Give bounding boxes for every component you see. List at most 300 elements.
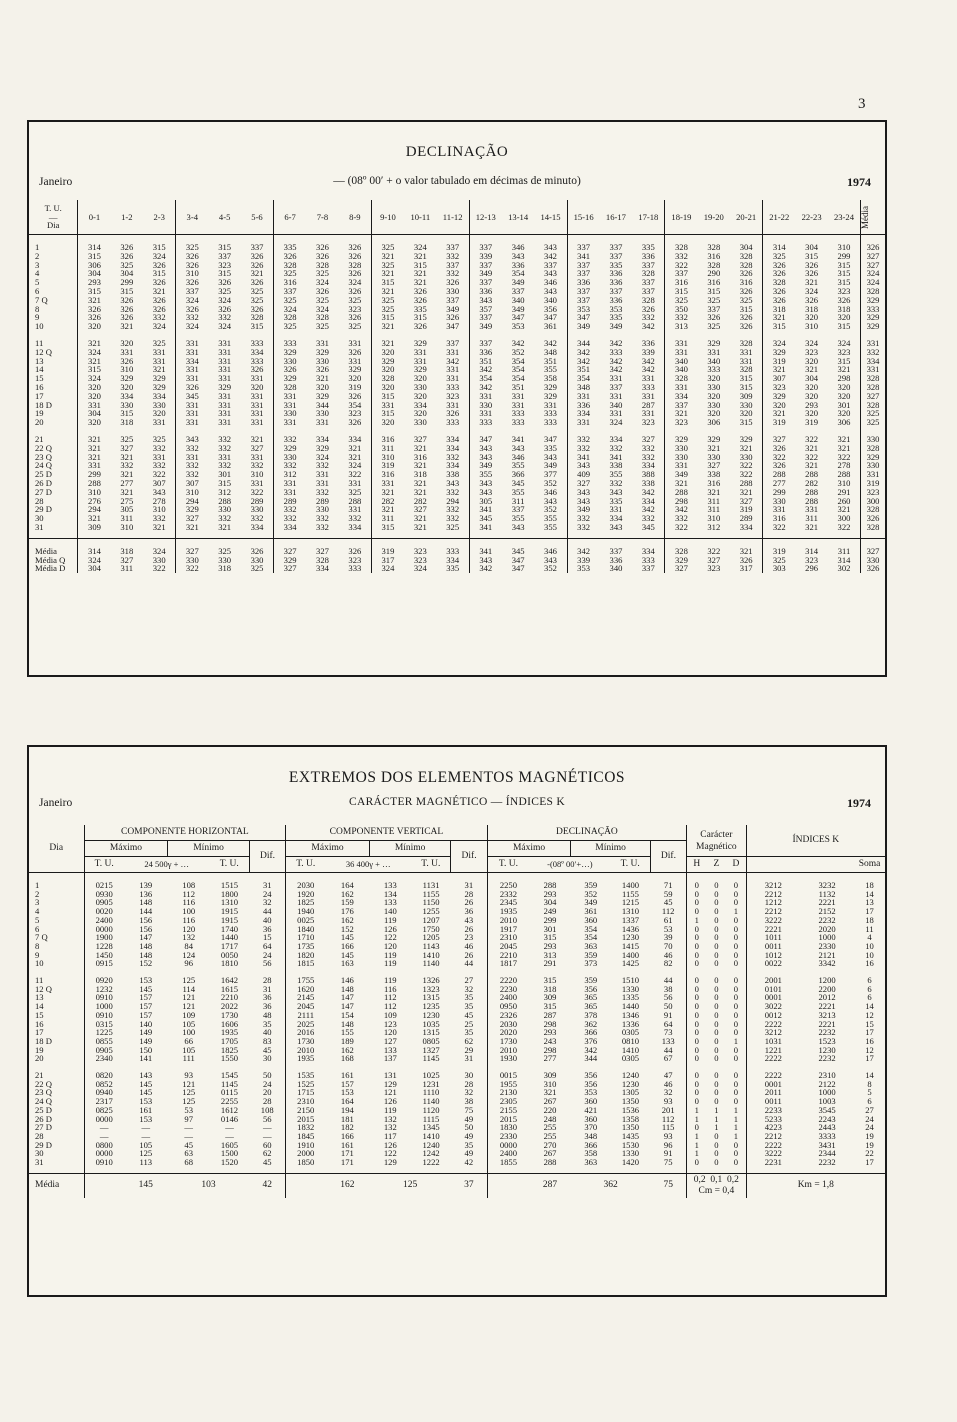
table-row — [29, 505, 885, 514]
row-d-value: 112 — [650, 907, 686, 916]
row-k-value: 1523 — [818, 1036, 836, 1046]
row-day: 31 — [29, 523, 78, 532]
row-value: 342 — [534, 339, 567, 348]
row-value: 347 — [534, 435, 567, 444]
row-value: 330 — [730, 401, 763, 410]
row-v-value: 154 — [340, 1010, 354, 1020]
row-value: 315 — [381, 313, 395, 323]
average-value: 340 — [609, 564, 623, 574]
row-value: 326 — [241, 365, 274, 374]
row-value: 328 — [674, 374, 688, 383]
row-d-value: 2345 — [499, 898, 517, 908]
column-header: 15-16 — [567, 200, 600, 235]
row-d-value: 293 — [543, 889, 557, 899]
row-value: 288 — [805, 487, 819, 497]
row-d-value: 96 — [650, 1141, 686, 1150]
row-k-value: 0022 — [764, 959, 782, 969]
row-value: 344 — [577, 338, 591, 348]
row-value: 331 — [674, 338, 688, 348]
row-v-value: 1235 — [422, 1002, 440, 1011]
average-value: 330 — [241, 556, 274, 565]
row-char-value: 0 — [726, 1028, 746, 1037]
average-label: Média — [29, 547, 78, 556]
row-char-value: 0 — [694, 1088, 699, 1098]
spacer-cell — [371, 235, 404, 244]
spacer-cell — [665, 427, 698, 435]
row-soma: 6 — [867, 976, 872, 985]
row-value: 354 — [511, 365, 525, 375]
row-d-value: 1310 — [621, 907, 640, 916]
spacer-cell — [176, 235, 209, 244]
average-value: 347 — [511, 564, 525, 574]
spacer-cell — [411, 873, 451, 882]
table-row — [29, 985, 885, 994]
row-value: 337 — [577, 286, 591, 296]
row-value: 361 — [534, 322, 567, 331]
row-value: 318 — [805, 304, 819, 314]
row-d-value: 288 — [543, 1158, 557, 1167]
row-char-value: 0 — [714, 950, 719, 960]
row-value: 354 — [339, 401, 372, 410]
row-v-value: 119 — [384, 1105, 397, 1115]
row-h-value: 136 — [139, 889, 153, 899]
row-value: 329 — [316, 443, 329, 453]
row-value: 330 — [283, 409, 297, 419]
row-k-value: 1132 — [818, 889, 836, 899]
row-d-value: 366 — [584, 1028, 598, 1037]
row-value: 326 — [339, 392, 372, 401]
row-value: 331 — [805, 505, 819, 515]
row-value: 337 — [577, 260, 591, 270]
row-v-value: 2025 — [297, 1019, 315, 1029]
row-value: 320 — [707, 391, 721, 401]
row-value: 328 — [707, 260, 721, 270]
spacer-cell — [795, 235, 828, 244]
row-value: 330 — [674, 452, 688, 462]
row-value: 332 — [437, 505, 470, 514]
row-value: 324 — [218, 322, 232, 331]
row-value: 337 — [674, 269, 688, 279]
row-day: 17 — [29, 1028, 84, 1037]
row-v-value: 166 — [340, 1131, 354, 1141]
spacer-cell — [600, 427, 633, 435]
row-value: 323 — [218, 260, 232, 270]
row-value: 310 — [185, 487, 199, 497]
average-value: 336 — [609, 555, 623, 565]
row-h-value: 56 — [249, 1115, 285, 1124]
row-char-value: 0 — [714, 959, 719, 969]
row-value: 311 — [805, 514, 818, 523]
average-value: 323 — [413, 555, 427, 565]
average-label: Média Q — [29, 556, 78, 565]
spacer-cell — [84, 873, 124, 882]
row-v-value: 29 — [451, 1046, 487, 1055]
row-value: 328 — [674, 243, 688, 252]
table-row — [29, 322, 885, 331]
row-value: 334 — [632, 461, 665, 470]
row-value: 337 — [479, 313, 493, 323]
row-day: 6 — [29, 925, 84, 934]
row-value: 328 — [707, 243, 721, 252]
row-d-value: 366 — [584, 1140, 598, 1150]
row-value: 307 — [772, 374, 786, 383]
row-value: 342 — [609, 365, 623, 375]
spacer-cell — [795, 427, 828, 435]
row-value: 320 — [413, 374, 427, 383]
row-value: 323 — [339, 305, 372, 314]
row-v-value: 23 — [451, 933, 487, 942]
row-value: 329 — [707, 338, 721, 348]
row-v-value: 1832 — [297, 1123, 315, 1132]
row-d-value: 315 — [543, 1002, 557, 1011]
row-day: 3 — [29, 261, 78, 270]
row-v-value: 1205 — [422, 933, 440, 942]
row-value: 388 — [632, 470, 665, 479]
spacer-cell — [111, 235, 144, 244]
table-row — [29, 1071, 885, 1080]
row-value: 326 — [772, 260, 786, 270]
row-value: 321 — [381, 505, 395, 515]
row-day: 9 — [29, 951, 84, 960]
row-k-value: 2200 — [818, 984, 836, 994]
row-k-value: 1200 — [818, 976, 836, 985]
row-value: 324 — [143, 322, 176, 331]
spacer-cell — [404, 538, 437, 547]
row-value: 322 — [339, 470, 372, 479]
row-d-value: 352 — [584, 889, 598, 899]
row-value: 349 — [609, 322, 623, 331]
row-h-value: 0820 — [95, 1071, 113, 1080]
row-d-value: 93 — [650, 1097, 686, 1106]
row-soma: 24 — [865, 1114, 874, 1124]
row-value: 324 — [339, 461, 372, 470]
row-value: 326 — [339, 313, 372, 322]
row-char-value: 0 — [714, 1079, 719, 1089]
table-row — [29, 278, 885, 287]
spacer-cell — [143, 331, 176, 339]
row-value: 288 — [88, 478, 101, 488]
row-value: 331 — [241, 409, 274, 418]
row-k-value: 0101 — [764, 984, 782, 994]
row-value: 334 — [730, 523, 763, 532]
row-value: 331 — [241, 392, 274, 401]
row-value: 332 — [674, 251, 688, 261]
row-h-value: 149 — [139, 1028, 153, 1037]
row-v-value: 2000 — [297, 1149, 315, 1159]
row-value: 331 — [437, 401, 470, 410]
row-v-value: 166 — [340, 941, 354, 951]
row-value: 336 — [479, 286, 493, 296]
row-value: 326 — [88, 304, 101, 314]
row-value: 343 — [185, 434, 199, 444]
average-value: 318 — [218, 564, 232, 574]
row-value: 334 — [577, 409, 591, 419]
row-d-value: 61 — [650, 916, 686, 925]
spacer-cell — [168, 968, 210, 976]
row-h-value: 0020 — [95, 907, 113, 916]
row-value: 332 — [185, 313, 199, 323]
average-d-dif: 75 — [650, 1173, 686, 1198]
row-value: 299 — [828, 252, 861, 261]
row-day: 18 D — [29, 1037, 84, 1046]
column-header: 2-3 — [143, 200, 176, 235]
row-char-value: 1 — [694, 915, 699, 925]
spacer-cell — [210, 1063, 250, 1071]
spacer-cell — [730, 538, 763, 547]
row-v-value: 30 — [451, 1071, 487, 1080]
spacer-cell — [124, 1063, 168, 1071]
row-value: 320 — [413, 391, 427, 401]
row-value: 315 — [381, 391, 395, 401]
header-min: Mínimo — [369, 841, 451, 857]
row-h-value: 97 — [184, 1114, 194, 1124]
row-value: 351 — [511, 382, 525, 392]
row-v-value: 1207 — [422, 915, 440, 925]
row-media: 300 — [866, 496, 880, 506]
row-v-value: 162 — [340, 915, 354, 925]
row-value: 324 — [339, 278, 372, 287]
row-value: 345 — [185, 391, 199, 401]
row-value: 316 — [730, 278, 763, 287]
row-value: 323 — [805, 347, 819, 357]
row-value: 329 — [730, 435, 763, 444]
row-value: 282 — [805, 478, 819, 488]
row-value: 309 — [730, 392, 763, 401]
average-value: 327 — [674, 564, 688, 574]
table-row — [29, 252, 885, 261]
row-value: 304 — [120, 269, 134, 279]
row-h-value: 148 — [139, 941, 153, 951]
row-value: 326 — [730, 313, 763, 322]
spacer-cell — [274, 331, 307, 339]
table-row — [29, 1046, 885, 1055]
column-header: 5-6 — [241, 200, 274, 235]
row-media: 327 — [866, 260, 880, 270]
header-dia: Dia — [46, 220, 60, 231]
spacer-cell — [451, 968, 487, 976]
row-char-value: 0 — [726, 1054, 746, 1063]
row-value: 331 — [185, 418, 199, 427]
table-row — [29, 1088, 885, 1097]
row-value: 287 — [632, 401, 665, 410]
row-value: 349 — [577, 322, 591, 331]
row-char-value: 0 — [714, 1028, 719, 1037]
row-value: 331 — [479, 391, 493, 401]
table-row — [29, 1080, 885, 1089]
row-value: 343 — [143, 488, 176, 497]
row-k-value: 1003 — [818, 1097, 836, 1106]
row-value: 343 — [534, 269, 567, 278]
row-value: 293 — [88, 278, 101, 287]
row-value: 324 — [316, 278, 329, 287]
row-value: 316 — [707, 278, 721, 287]
column-header: 7-8 — [306, 200, 339, 235]
row-value: 321 — [805, 443, 819, 453]
row-d-value: 299 — [543, 915, 557, 925]
header-indices: ÍNDICES K — [746, 825, 885, 857]
row-day: 28 — [29, 497, 78, 506]
row-value: 326 — [772, 461, 786, 471]
row-value: 333 — [511, 418, 525, 427]
row-media: 328 — [866, 443, 880, 453]
declination-table — [29, 200, 885, 573]
spacer-cell — [650, 968, 686, 976]
row-value: 320 — [707, 374, 721, 383]
row-media: 329 — [866, 452, 880, 462]
spacer-cell — [854, 968, 885, 976]
row-d-value: 255 — [543, 1131, 557, 1141]
row-h-value: 157 — [139, 993, 153, 1003]
spacer-cell — [469, 235, 502, 244]
row-char-value: 0 — [714, 1045, 719, 1055]
row-value: 321 — [828, 444, 861, 453]
row-value: 342 — [632, 488, 665, 497]
column-header: 8-9 — [339, 200, 372, 235]
row-value: 322 — [674, 260, 688, 270]
row-value: 333 — [283, 338, 297, 348]
average-value: 327 — [316, 546, 329, 556]
row-v-value: 148 — [340, 984, 354, 994]
row-d-value: 354 — [584, 924, 598, 934]
row-value: 337 — [534, 261, 567, 270]
row-h-value: 83 — [249, 1037, 285, 1046]
table-row — [29, 1158, 885, 1167]
row-char-value: 0 — [714, 1071, 719, 1080]
spacer-cell — [29, 1063, 84, 1071]
row-day: 1 — [29, 881, 84, 890]
row-v-value: 163 — [340, 959, 354, 969]
row-value: 321 — [143, 287, 176, 296]
table-row — [29, 1149, 885, 1158]
row-value: 325 — [316, 269, 329, 279]
row-d-value: 243 — [543, 1036, 557, 1046]
row-d-value: 365 — [584, 993, 598, 1003]
row-d-value: 32 — [650, 1088, 686, 1097]
spacer-cell — [534, 427, 567, 435]
row-d-value: 267 — [543, 1149, 557, 1159]
row-value: 331 — [88, 461, 101, 471]
average-v-min: 125 — [403, 1180, 418, 1191]
row-value: 326 — [120, 243, 134, 252]
row-day: 16 — [29, 383, 78, 392]
declination-month: Janeiro — [39, 176, 73, 188]
spacer-cell — [800, 873, 854, 882]
row-v-value: 1115 — [422, 1114, 440, 1124]
row-value: 332 — [143, 461, 176, 470]
row-value: 333 — [707, 365, 721, 375]
spacer-cell — [487, 873, 529, 882]
row-value: 354 — [479, 374, 493, 383]
row-value: 342 — [437, 357, 470, 366]
row-char-value: 0 — [694, 924, 699, 934]
row-d-value: 359 — [584, 950, 598, 960]
spacer-row — [29, 1063, 885, 1071]
row-day: 31 — [29, 1158, 84, 1167]
row-h-value: 153 — [139, 976, 153, 985]
row-v-value: 1140 — [422, 959, 440, 969]
row-value: 329 — [283, 347, 297, 357]
row-value: 316 — [381, 434, 395, 444]
row-media: 327 — [866, 251, 880, 261]
row-k-value: 1212 — [764, 898, 782, 908]
row-value: 339 — [632, 348, 665, 357]
row-value: 325 — [707, 295, 721, 305]
row-value: 331 — [241, 418, 274, 427]
spacer-cell — [600, 538, 633, 547]
row-v-value: 27 — [451, 976, 487, 985]
row-char-value: 0 — [726, 959, 746, 968]
row-h-value: 0000 — [95, 1114, 113, 1124]
row-value: 310 — [828, 479, 861, 488]
row-value: 331 — [88, 400, 101, 410]
row-value: 325 — [339, 296, 372, 305]
average-value: 322 — [185, 564, 199, 574]
header-dash: — — [48, 211, 58, 222]
table-row — [29, 497, 885, 506]
table-row — [29, 488, 885, 497]
row-h-value: 150 — [139, 1045, 153, 1055]
row-v-value: 119 — [384, 976, 397, 985]
row-value: 337 — [437, 261, 470, 270]
row-media: 323 — [866, 487, 880, 497]
spacer-cell — [567, 331, 600, 339]
average-value: 311 — [828, 547, 861, 556]
row-v-value: 1710 — [297, 933, 315, 942]
row-value: 301 — [828, 401, 861, 410]
row-value: 328 — [772, 278, 786, 287]
row-k-value: 2232 — [818, 915, 836, 925]
row-h-value: 32 — [249, 898, 285, 907]
row-value: 337 — [437, 243, 470, 252]
row-value: 282 — [413, 496, 427, 506]
spacer-cell — [208, 427, 241, 435]
row-value: 330 — [674, 443, 688, 453]
row-value: 332 — [674, 514, 688, 523]
row-value: 336 — [511, 260, 525, 270]
row-value: 337 — [609, 251, 623, 261]
declination-year: 1974 — [847, 175, 871, 189]
row-value: 328 — [632, 296, 665, 305]
row-v-value: 1150 — [422, 898, 440, 908]
row-value: 325 — [772, 251, 786, 261]
row-v-value: 133 — [383, 898, 397, 908]
row-value: 325 — [143, 339, 176, 348]
row-value: 316 — [772, 514, 786, 523]
row-d-value: 1436 — [621, 924, 640, 934]
row-k-value: 0001 — [764, 993, 782, 1003]
row-value: 321 — [143, 523, 176, 532]
row-value: 332 — [218, 434, 232, 444]
row-day: 21 — [29, 1071, 84, 1080]
average-value: 343 — [479, 555, 493, 565]
row-char-value: 0 — [694, 941, 699, 951]
row-v-value: 1231 — [422, 1079, 440, 1089]
row-char-value: 0 — [694, 1019, 699, 1029]
row-value: 320 — [730, 409, 763, 418]
row-k-value: 0001 — [764, 1079, 782, 1089]
average-value: 323 — [805, 555, 819, 565]
row-k-value: 2233 — [764, 1105, 782, 1115]
row-value: 320 — [828, 383, 861, 392]
row-v-value: 1143 — [422, 941, 440, 951]
row-value: 298 — [674, 496, 688, 506]
row-h-value: 148 — [139, 898, 153, 908]
row-value: 356 — [534, 305, 567, 314]
row-value: 326 — [241, 278, 274, 287]
row-value: 331 — [577, 391, 591, 401]
spacer-cell — [828, 427, 861, 435]
row-value: 327 — [185, 514, 199, 523]
